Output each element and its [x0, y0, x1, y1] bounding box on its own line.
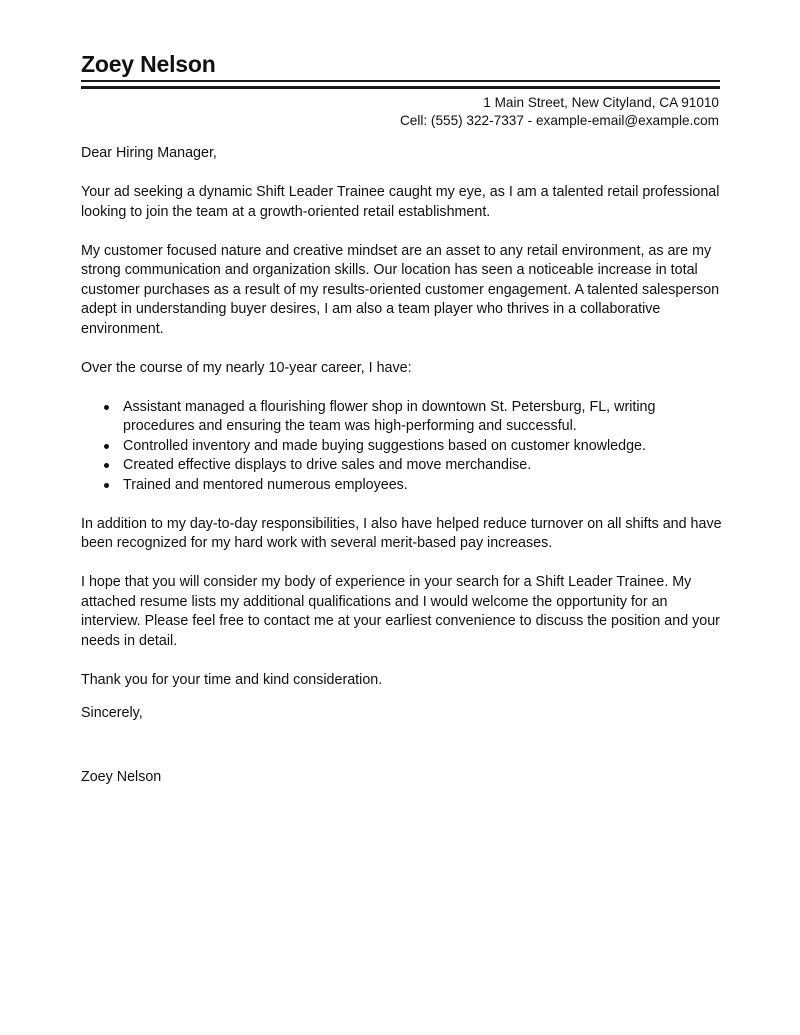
- signature: Zoey Nelson: [81, 768, 162, 785]
- achievement-text: Controlled inventory and made buying suggestions based on customer knowledge.: [123, 437, 646, 454]
- responsibilities-paragraph: In addition to my day-to-day responsibilities, I also have helped reduce turnover on all shifts and have been recognized for my hard work with several merit-based pay increases.: [81, 515, 722, 551]
- bullet-icon: [104, 463, 109, 468]
- bullet-icon: [104, 483, 109, 488]
- achievement-item: [123, 437, 726, 457]
- address-line: 1 Main Street, New Cityland, CA 91010: [483, 95, 719, 110]
- achievement-text: Trained and mentored numerous employees.: [123, 476, 408, 493]
- contact-block: [400, 94, 719, 130]
- letter-body: [81, 144, 726, 807]
- intro-paragraph: Your ad seeking a dynamic Shift Leader Trainee caught my eye, as I am a talented retail professional looking to join the team at a growth-oriented retail establishment.: [81, 184, 720, 220]
- achievement-text: Created effective displays to drive sales and move merchandise.: [123, 457, 532, 473]
- applicant-name-heading: Zoey Nelson: [81, 51, 216, 77]
- achievements-list: [81, 398, 726, 496]
- bullet-icon: [104, 444, 109, 449]
- sign-off: Sincerely,: [81, 705, 143, 721]
- header-divider-thick: [81, 86, 720, 89]
- salutation: Dear Hiring Manager,: [81, 145, 217, 161]
- achievement-item: [123, 398, 726, 437]
- request-paragraph: I hope that you will consider my body of experience in your search for a Shift Leader Trainee. My attached resume lists my additional qualifications and I would welcome the opportunity for an interview. Please feel free to contact me at your earliest convenience to discuss the position and your needs in detail.: [81, 574, 720, 649]
- header-divider-thin: [81, 80, 720, 82]
- achievement-item: [123, 456, 726, 476]
- bullet-icon: [104, 405, 109, 410]
- achievement-text: Assistant managed a flourishing flower shop in downtown St. Petersburg, FL, writing procedures and ensuring the team was high-performing and successful.: [123, 398, 656, 434]
- career-lead-in: Over the course of my nearly 10-year career, I have:: [81, 359, 412, 376]
- strengths-paragraph: My customer focused nature and creative mindset are an asset to any retail environment, as are my strong communication and organization skills. Our location has seen a noticeable increase in total customer purchases as a result of my results-oriented customer engagement. A talented salesperson adept in understanding buyer desires, I am also a team player who thrives in a collaborative environment.: [81, 242, 720, 337]
- thanks-line: Thank you for your time and kind consideration.: [81, 671, 383, 688]
- achievement-item: [123, 476, 726, 496]
- contact-line: Cell: (555) 322-7337 - example-email@example.com: [399, 113, 719, 128]
